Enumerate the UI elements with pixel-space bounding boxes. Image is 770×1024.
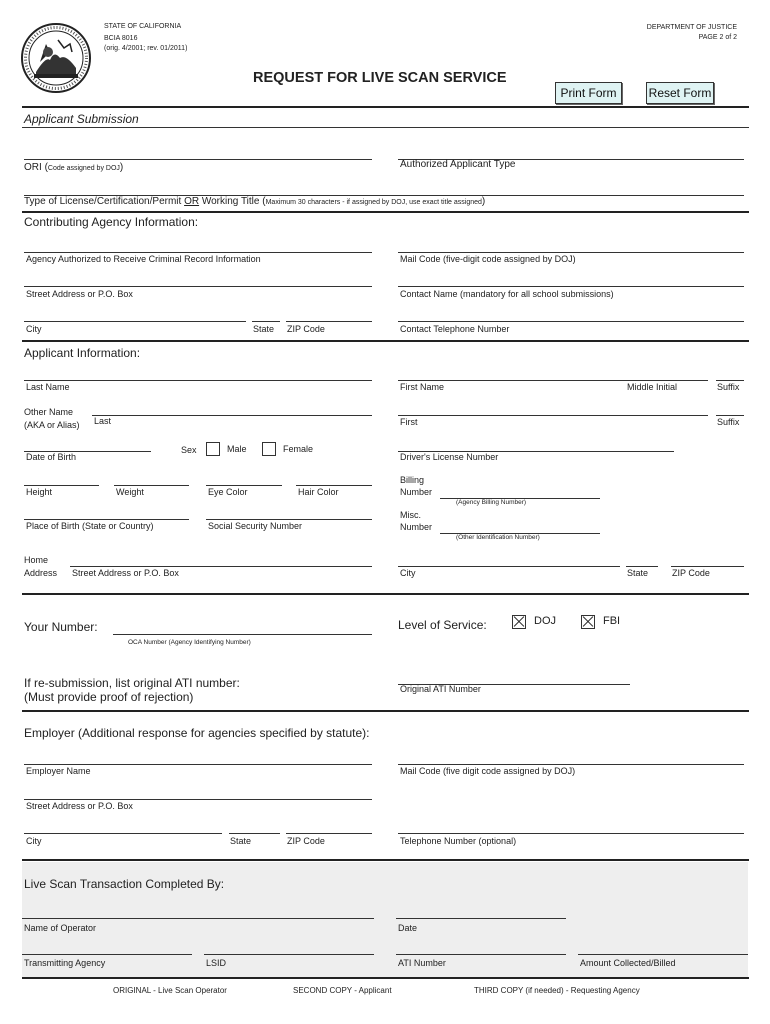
transmitting-agency-label: Transmitting Agency xyxy=(24,958,106,968)
divider xyxy=(22,106,749,108)
female-checkbox[interactable] xyxy=(262,442,276,456)
aka-label: (AKA or Alias) xyxy=(24,420,80,430)
drivers-license-field[interactable] xyxy=(398,437,674,452)
employer-city-label: City xyxy=(26,836,42,846)
contact-name-label: Contact Name (mandatory for all school submissions) xyxy=(400,289,614,299)
divider xyxy=(22,211,749,213)
authorized-applicant-type-field[interactable] xyxy=(398,145,744,160)
proof-of-rejection-label: (Must provide proof of rejection) xyxy=(24,690,194,704)
divider xyxy=(22,710,749,712)
female-label: Female xyxy=(283,444,314,454)
agency-city-label: City xyxy=(26,324,42,334)
license-title-label: Type of License/Certification/Permit OR Working Title (Maximum 30 characters - if assigned by DOJ, use exact title assigned) xyxy=(24,196,486,207)
billing-number-field[interactable] xyxy=(440,484,600,499)
suffix-field[interactable] xyxy=(716,366,744,381)
employer-zip-label: ZIP Code xyxy=(287,836,325,846)
contributing-agency-heading: Contributing Agency Information: xyxy=(24,215,199,229)
contact-name-field[interactable] xyxy=(398,272,744,287)
mail-code-label: Mail Code (five-digit code assigned by DOJ) xyxy=(400,254,576,264)
home-zip-label: ZIP Code xyxy=(672,568,710,578)
contact-phone-label: Contact Telephone Number xyxy=(400,324,510,334)
amount-label: Amount Collected/Billed xyxy=(580,958,676,968)
license-title-field[interactable] xyxy=(24,181,744,196)
page-number: PAGE 2 of 2 xyxy=(698,34,737,41)
alias-last-field[interactable] xyxy=(92,401,372,416)
live-scan-heading: Live Scan Transaction Completed By: xyxy=(24,877,225,891)
alias-first-label: First xyxy=(400,417,418,427)
agency-field[interactable] xyxy=(24,238,372,253)
eye-color-field[interactable] xyxy=(206,471,282,486)
home-city-field[interactable] xyxy=(398,552,620,567)
agency-zip-label: ZIP Code xyxy=(287,324,325,334)
resubmission-label: If re-submission, list original ATI number: xyxy=(24,676,240,690)
oca-note: OCA Number (Agency Identifying Number) xyxy=(128,639,251,646)
place-of-birth-label: Place of Birth (State or Country) xyxy=(26,521,154,531)
height-label: Height xyxy=(26,487,53,497)
male-label: Male xyxy=(227,444,247,454)
billing-note: (Agency Billing Number) xyxy=(456,499,527,506)
employer-heading: Employer (Additional response for agencies specified by statute): xyxy=(24,726,370,740)
ssn-label: Social Security Number xyxy=(208,521,303,531)
employer-mail-code-field[interactable] xyxy=(398,750,744,765)
agency-street-field[interactable] xyxy=(24,272,372,287)
billing-number-label: Number xyxy=(400,487,433,497)
seal-icon xyxy=(20,22,92,94)
date-field[interactable] xyxy=(396,904,566,919)
employer-city-field[interactable] xyxy=(24,819,222,834)
print-form-button[interactable]: Print Form xyxy=(555,82,622,104)
agency-street-label: Street Address or P.O. Box xyxy=(26,289,133,299)
place-of-birth-field[interactable] xyxy=(24,505,189,520)
operator-name-label: Name of Operator xyxy=(24,923,97,933)
employer-street-field[interactable] xyxy=(24,785,372,800)
middle-initial-label: Middle Initial xyxy=(627,382,678,392)
fbi-label: FBI xyxy=(603,615,621,627)
ori-field[interactable] xyxy=(24,145,372,160)
applicant-submission-heading: Applicant Submission xyxy=(24,112,139,126)
first-name-field[interactable] xyxy=(398,366,708,381)
ati-number-field[interactable] xyxy=(396,940,566,955)
misc-label: Misc. xyxy=(400,510,421,520)
level-of-service-label: Level of Service: xyxy=(398,618,487,632)
ati-number-label: ATI Number xyxy=(398,958,446,968)
agency-city-field[interactable] xyxy=(24,307,246,322)
employer-name-field[interactable] xyxy=(24,750,372,765)
home-street-label: Street Address or P.O. Box xyxy=(72,568,179,578)
other-name-label: Other Name xyxy=(24,407,74,417)
ssn-field[interactable] xyxy=(206,505,372,520)
applicant-info-heading: Applicant Information: xyxy=(24,346,141,360)
alias-first-field[interactable] xyxy=(398,401,708,416)
transmitting-agency-field[interactable] xyxy=(22,940,192,955)
male-checkbox[interactable] xyxy=(206,442,220,456)
mail-code-field[interactable] xyxy=(398,238,744,253)
employer-phone-label: Telephone Number (optional) xyxy=(400,836,517,846)
home-street-field[interactable] xyxy=(70,552,372,567)
amount-field[interactable] xyxy=(578,940,748,955)
agency-label: Agency Authorized to Receive Criminal Record Information xyxy=(26,254,261,264)
home-state-label: State xyxy=(627,568,649,578)
employer-name-label: Employer Name xyxy=(26,766,91,776)
sex-label: Sex xyxy=(181,445,197,455)
revision: (orig. 4/2001; rev. 01/2011) xyxy=(104,45,188,52)
original-ati-field[interactable] xyxy=(398,670,630,685)
agency-zip-field[interactable] xyxy=(286,307,372,322)
home-zip-field[interactable] xyxy=(671,552,744,567)
footer-second: SECOND COPY - Applicant xyxy=(293,986,392,995)
address-label: Address xyxy=(24,568,58,578)
fbi-checkbox[interactable] xyxy=(581,615,595,629)
doj-label: DOJ xyxy=(534,615,556,627)
footer-third: THIRD COPY (if needed) - Requesting Agency xyxy=(474,986,640,995)
page-title: REQUEST FOR LIVE SCAN SERVICE xyxy=(253,70,507,86)
agency-state-field[interactable] xyxy=(252,307,280,322)
divider xyxy=(22,127,749,128)
weight-label: Weight xyxy=(116,487,144,497)
employer-street-label: Street Address or P.O. Box xyxy=(26,801,133,811)
footer-original: ORIGINAL - Live Scan Operator xyxy=(113,986,227,995)
california-seal xyxy=(20,22,92,94)
divider xyxy=(22,859,749,861)
reset-form-button[interactable]: Reset Form xyxy=(646,82,714,104)
home-state-field[interactable] xyxy=(626,552,658,567)
lsid-label: LSID xyxy=(206,958,227,968)
misc-number-label: Number xyxy=(400,522,433,532)
first-name-label: First Name xyxy=(400,382,445,392)
weight-field[interactable] xyxy=(114,471,189,486)
drivers-license-label: Driver's License Number xyxy=(400,452,499,462)
billing-label: Billing xyxy=(400,475,425,485)
alias-suffix-label: Suffix xyxy=(717,417,740,427)
dob-label: Date of Birth xyxy=(26,452,77,462)
home-city-label: City xyxy=(400,568,416,578)
contact-phone-field[interactable] xyxy=(398,307,744,322)
home-label: Home xyxy=(24,555,49,565)
ori-label: ORI (Code assigned by DOJ) xyxy=(24,162,124,173)
doj-checkbox[interactable] xyxy=(512,615,526,629)
employer-state-label: State xyxy=(230,836,252,846)
your-number-label: Your Number: xyxy=(24,620,98,634)
eye-color-label: Eye Color xyxy=(208,487,248,497)
lsid-field[interactable] xyxy=(204,940,374,955)
last-name-label: Last Name xyxy=(26,382,70,392)
employer-state-field[interactable] xyxy=(229,819,280,834)
date-label: Date xyxy=(398,923,418,933)
employer-mail-code-label: Mail Code (five digit code assigned by DOJ) xyxy=(400,766,576,776)
department-label: DEPARTMENT OF JUSTICE xyxy=(646,24,737,31)
alias-last-label: Last xyxy=(94,416,112,426)
dob-field[interactable] xyxy=(24,437,151,452)
employer-phone-field[interactable] xyxy=(398,819,744,834)
hair-color-label: Hair Color xyxy=(298,487,339,497)
suffix-label: Suffix xyxy=(717,382,740,392)
divider xyxy=(22,593,749,595)
divider xyxy=(22,977,749,979)
height-field[interactable] xyxy=(24,471,99,486)
misc-number-field[interactable] xyxy=(440,519,600,534)
divider xyxy=(22,340,749,342)
agency-state-label: State xyxy=(253,324,275,334)
misc-note: (Other Identification Number) xyxy=(456,534,540,541)
employer-zip-field[interactable] xyxy=(286,819,372,834)
form-number: BCIA 8016 xyxy=(104,35,138,42)
original-ati-label: Original ATI Number xyxy=(400,684,481,694)
your-number-field[interactable] xyxy=(113,620,372,635)
alias-suffix-field[interactable] xyxy=(716,401,744,416)
last-name-field[interactable] xyxy=(24,366,372,381)
hair-color-field[interactable] xyxy=(296,471,372,486)
operator-name-field[interactable] xyxy=(22,904,374,919)
authorized-applicant-type-label: Authorized Applicant Type xyxy=(400,159,516,170)
state-label: STATE OF CALIFORNIA xyxy=(104,23,182,30)
